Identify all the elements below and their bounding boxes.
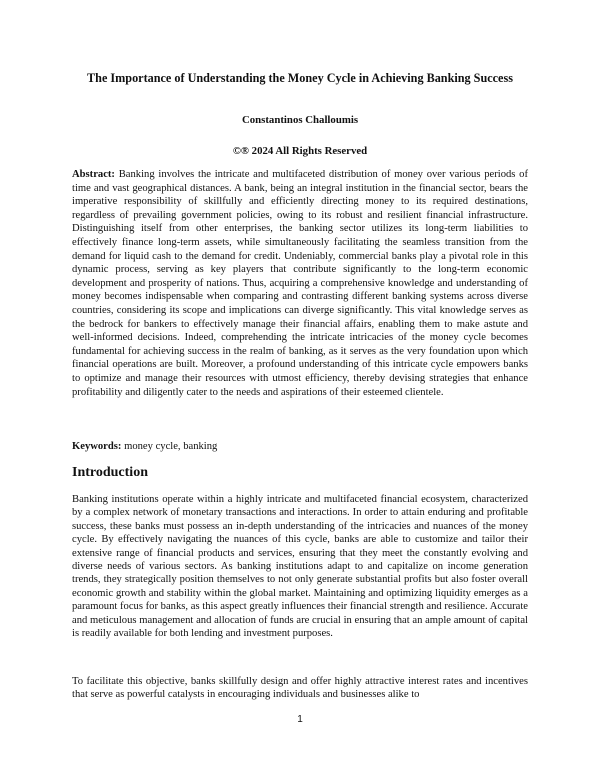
paper-title: The Importance of Understanding the Money Cycle in Achieving Banking Success <box>87 71 513 85</box>
introduction-paragraph-1: Banking institutions operate within a highly intricate and multifaceted financial ecosystem, characterized by a complex network of monetary transactions and interactions. In order to attain enduring and profitable success, these banks must possess an in-depth understanding of the intricacies and nuances of the money cycle. By effectively navigating the nuances of this cycle, banks are able to customize and tailor their extensive range of financial products and services, ensuring that they meet the constantly evolving and diverse needs of various sectors. As banking institutions adapt to and capitalize on income generation trends, they strategically position themselves to not only generate substantial profits but also foster overall economic growth and stability within the global market. Maintaining and optimizing liquidity emerges as a paramount focus for banks, as this aspect greatly influences their financial strength and resilience. Accurate and meticulous management and allocation of funds are crucial in ensuring that an ample amount of capital is readily available for both lending and investment purposes. <box>72 494 528 640</box>
keywords-label: Keywords: <box>72 441 122 452</box>
page-number: 1 <box>297 714 303 725</box>
abstract <box>72 168 528 399</box>
keywords <box>72 441 528 452</box>
copyright-notice: ©® 2024 All Rights Reserved <box>232 145 368 157</box>
abstract-text: Banking involves the intricate and multifaceted distribution of money over various periods of time and vast geographical distances. A bank, being an integral institution in the financial sector, bears the imperative responsibility of skillfully and efficiently directing money to its required destinations, regardless of prevailing government policies, owing to its robust and resilient financial infrastructure. Distinguishing itself from other enterprises, the banking sector utilizes its long-term liabilities to effectively finance long-term assets, while simultaneously facilitating the seamless transition from the demand for liquid cash to the demand for credit. Undeniably, commercial banks play a pivotal role in this dynamic process, serving as key players that contribute significantly to the long-term economic development and prosperity of nations. Thus, acquiring a comprehensive knowledge and understanding of money becomes indispensable when comparing and contrasting different banking systems across diverse countries, considering its scope and implications can diverge significantly. This vital knowledge serves as the bedrock for bankers to effectively manage their financial affairs, enabling them to make astute and well-informed decisions. Indeed, comprehending the intricate intricacies of the money cycle becomes fundamental for achieving success in the realm of banking, as it serves as the very foundation upon which financial operations are built. Moreover, a profound understanding of this intricate cycle empowers banks to optimize and manage their resources with utmost efficiency, thereby devising strategies that enhance profitability and diligently cater to the needs and aspirations of their esteemed clientele. <box>72 169 528 398</box>
introduction-paragraph-2: To facilitate this objective, banks skillfully design and offer highly attractive interest rates and incentives that serve as powerful catalysts in encouraging individuals and businesses alike to <box>72 676 528 701</box>
author-name: Constantinos Challoumis <box>241 114 359 126</box>
section-heading-introduction: Introduction <box>72 465 148 480</box>
keywords-text: money cycle, banking <box>124 441 218 452</box>
abstract-label: Abstract: <box>72 169 115 180</box>
